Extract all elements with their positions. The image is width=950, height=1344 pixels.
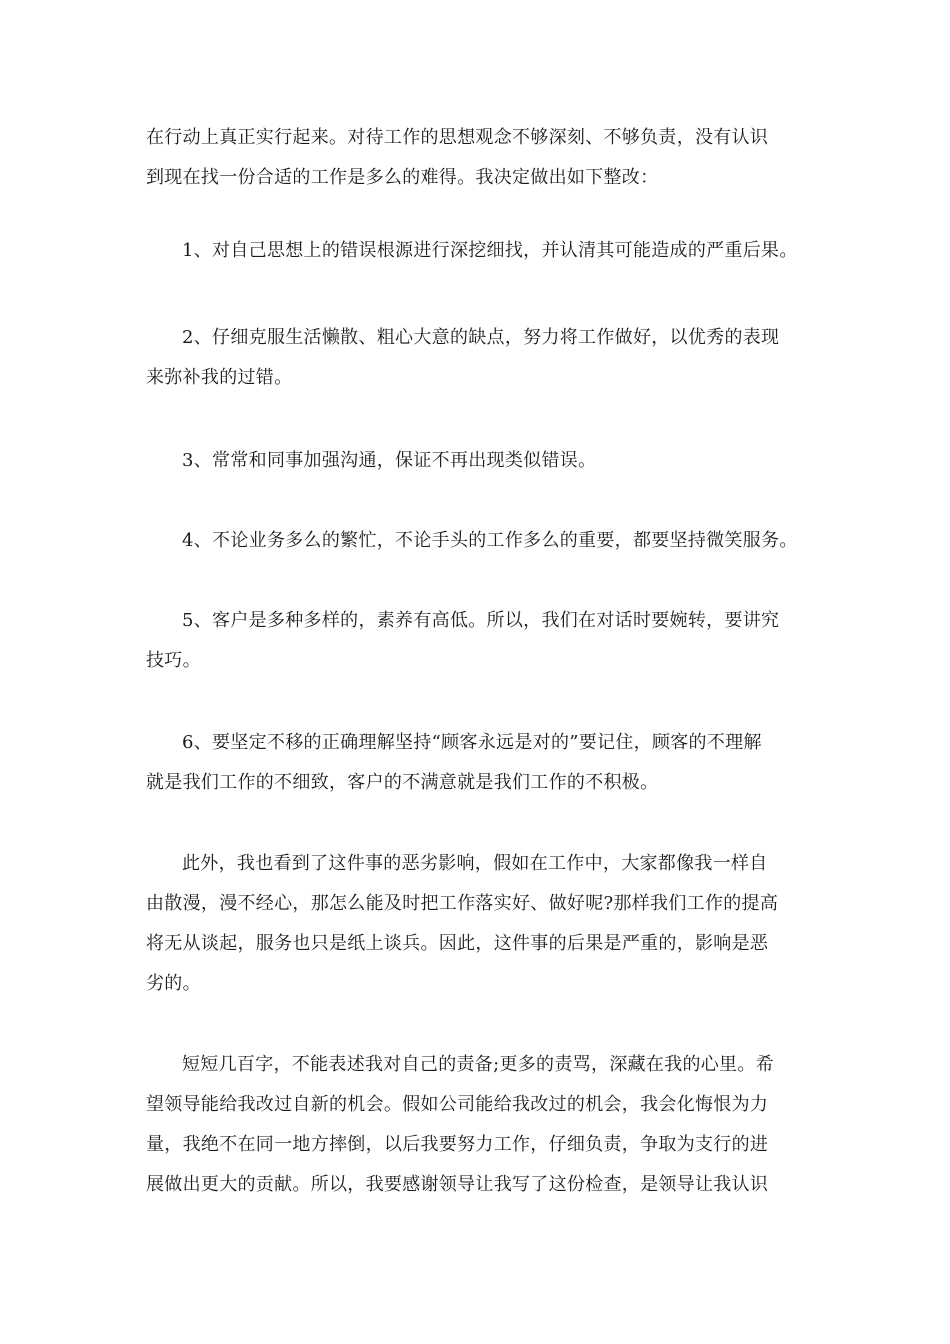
text-line: 6、要坚定不移的正确理解坚持“顾客永远是对的”要记住，顾客的不理解: [182, 732, 762, 753]
paragraph-intro: [146, 118, 806, 198]
text-line: 就是我们工作的不细致，客户的不满意就是我们工作的不积极。: [146, 772, 659, 793]
text-line: 3、常常和同事加强沟通，保证不再出现类似错误。: [182, 450, 597, 471]
text-line: 由散漫，漫不经心，那怎么能及时把工作落实好、做好呢?那样我们工作的提高: [146, 893, 779, 914]
text-line: 量，我绝不在同一地方摔倒，以后我要努力工作，仔细负责，争取为支行的进: [146, 1134, 769, 1155]
text-line: 1、对自己思想上的错误根源进行深挖细找，并认清其可能造成的严重后果。: [182, 240, 798, 261]
text-line: 技巧。: [146, 650, 201, 671]
list-item-6: [146, 723, 806, 803]
text-line: 将无从谈起，服务也只是纸上谈兵。因此，这件事的后果是严重的，影响是恶: [146, 933, 769, 954]
text-line: 短短几百字，不能表述我对自己的责备;更多的责骂，深藏在我的心里。希: [182, 1054, 774, 1075]
text-line: 在行动上真正实行起来。对待工作的思想观念不够深刻、不够负责，没有认识: [146, 127, 769, 148]
text-line: 5、客户是多种多样的，素养有高低。所以，我们在对话时要婉转，要讲究: [182, 610, 780, 631]
text-line: 望领导能给我改过自新的机会。假如公司能给我改过的机会，我会化悔恨为力: [146, 1094, 769, 1115]
text-line: 劣的。: [146, 973, 201, 994]
list-item-2: [146, 318, 806, 398]
text-line: 到现在找一份合适的工作是多么的难得。我决定做出如下整改：: [146, 167, 659, 188]
text-line: 展做出更大的贡献。所以，我要感谢领导让我写了这份检查，是领导让我认识: [146, 1174, 769, 1195]
list-item-1: [146, 231, 806, 271]
text-line: 2、仔细克服生活懒散、粗心大意的缺点，努力将工作做好，以优秀的表现: [182, 327, 780, 348]
list-item-3: [146, 441, 806, 481]
list-item-5: [146, 601, 806, 681]
list-item-4: [146, 521, 806, 561]
text-line: 来弥补我的过错。: [146, 367, 293, 388]
text-line: 4、不论业务多么的繁忙，不论手头的工作多么的重要，都要坚持微笑服务。: [182, 530, 798, 551]
text-line: 此外，我也看到了这件事的恶劣影响，假如在工作中，大家都像我一样自: [182, 853, 768, 874]
paragraph-impact: [146, 844, 806, 1004]
paragraph-closing: [146, 1045, 806, 1205]
